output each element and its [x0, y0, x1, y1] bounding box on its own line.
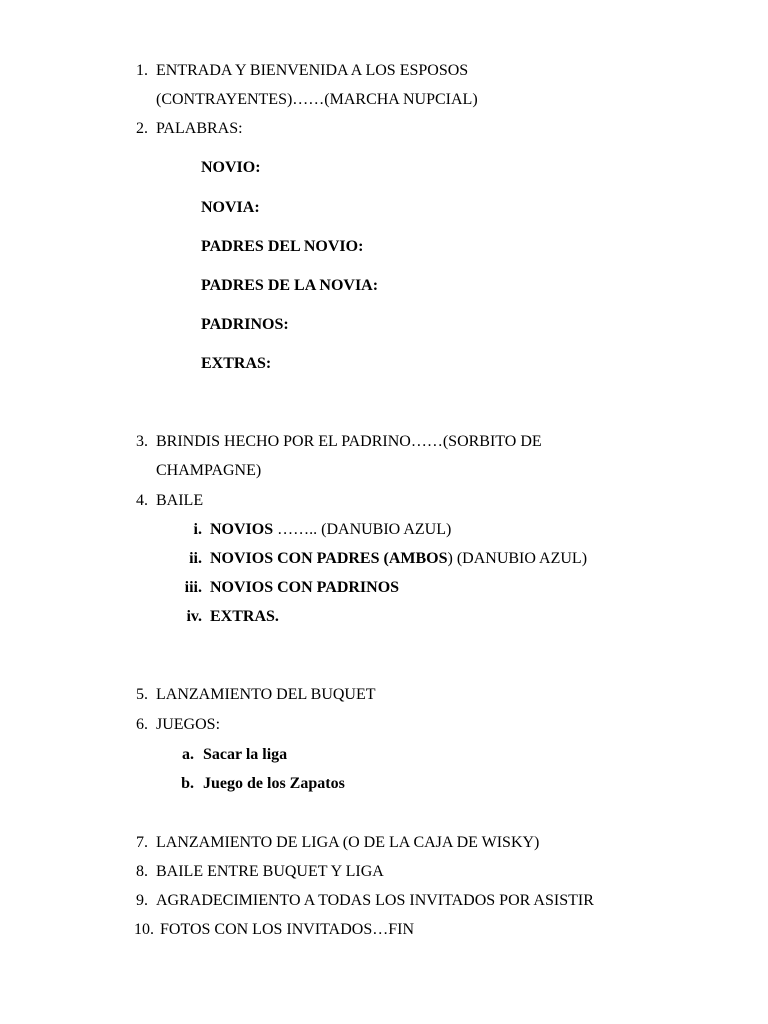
baile-1-text — [210, 521, 451, 539]
item-6-number: 6. — [136, 716, 148, 733]
baile-2-number: ii. — [189, 550, 202, 567]
item-4-number: 4. — [136, 492, 148, 509]
palabras-novio: NOVIO: — [201, 159, 261, 176]
palabras-padrinos: PADRINOS: — [201, 316, 289, 333]
item-5-text: LANZAMIENTO DEL BUQUET — [156, 686, 376, 703]
item-4-text: BAILE — [156, 492, 204, 509]
item-1-line-1: ENTRADA Y BIENVENIDA A LOS ESPOSOS — [156, 62, 469, 79]
item-1-number: 1. — [136, 62, 148, 79]
item-3-number: 3. — [136, 433, 148, 450]
baile-2-bold: NOVIOS CON PADRES (AMBOS — [210, 550, 448, 567]
palabras-padres-novio: PADRES DEL NOVIO: — [201, 238, 364, 255]
palabras-novia: NOVIA: — [201, 199, 260, 216]
item-7-number: 7. — [136, 834, 148, 851]
item-3-line-2: CHAMPAGNE) — [156, 462, 262, 479]
item-2-text: PALABRAS: — [156, 120, 243, 137]
juegos-a-text: Sacar la liga — [203, 746, 288, 763]
baile-4-text: EXTRAS. — [210, 608, 279, 625]
juegos-b-text: Juego de los Zapatos — [203, 775, 345, 792]
item-9-number: 9. — [136, 892, 148, 909]
item-8-text: BAILE ENTRE BUQUET Y LIGA — [156, 863, 384, 880]
juegos-b-number: b. — [181, 775, 194, 792]
item-6-text: JUEGOS: — [156, 716, 221, 733]
baile-1-rest: …….. (DANUBIO AZUL) — [273, 521, 452, 538]
item-1-line-2: (CONTRAYENTES)……(MARCHA NUPCIAL) — [156, 91, 478, 108]
item-8-number: 8. — [136, 863, 148, 880]
palabras-padres-novia: PADRES DE LA NOVIA: — [201, 277, 379, 294]
baile-2-rest: ) (DANUBIO AZUL) — [447, 550, 588, 567]
baile-1-bold: NOVIOS — [210, 521, 274, 538]
baile-3-text: NOVIOS CON PADRINOS — [210, 579, 400, 596]
item-10-text: FOTOS CON LOS INVITADOS…FIN — [160, 921, 414, 938]
item-9-text: AGRADECIMIENTO A TODAS LOS INVITADOS POR ASISTIR — [156, 892, 594, 909]
baile-2-text — [210, 550, 587, 568]
baile-3-number: iii. — [184, 579, 202, 596]
baile-1-number: i. — [193, 521, 202, 538]
item-5-number: 5. — [136, 686, 148, 703]
baile-4-number: iv. — [186, 608, 202, 625]
juegos-a-number: a. — [182, 746, 194, 763]
item-2-number: 2. — [136, 120, 148, 137]
item-10-number: 10. — [134, 921, 154, 938]
palabras-extras: EXTRAS: — [201, 355, 272, 372]
item-3-line-1: BRINDIS HECHO POR EL PADRINO……(SORBITO DE — [156, 433, 542, 450]
item-7-text: LANZAMIENTO DE LIGA (O DE LA CAJA DE WISKY) — [156, 834, 540, 851]
